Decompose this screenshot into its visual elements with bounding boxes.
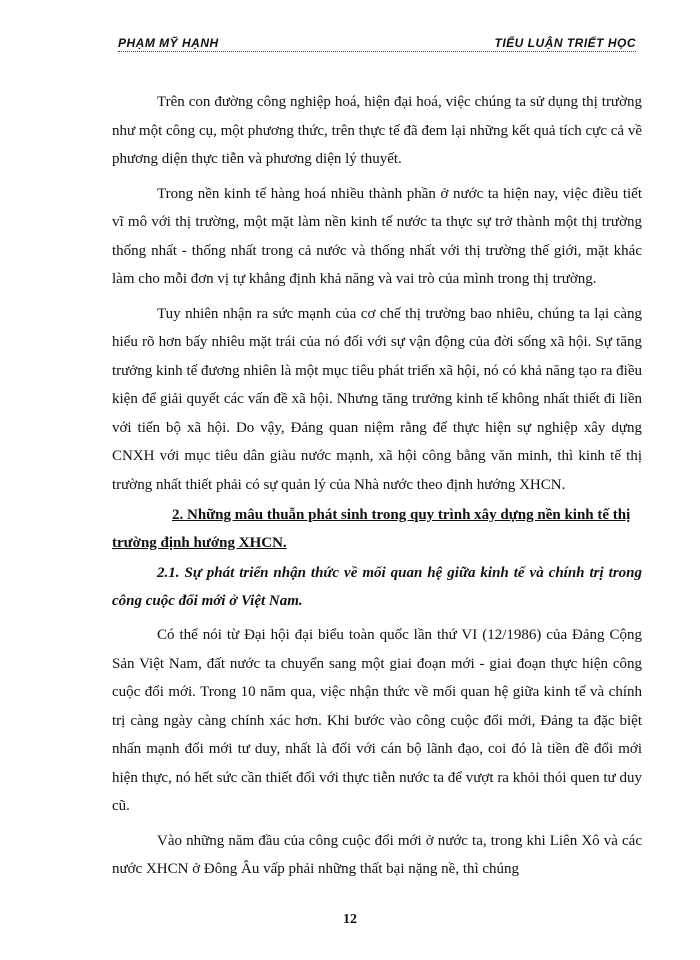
subsection-heading: 2.1. Sự phát triển nhận thức về mối quan hệ giữa kinh tế và chính trị trong công cuộc đổi mới ở Việt Nam.: [112, 565, 642, 609]
header-title: TIỂU LUẬN TRIẾT HỌC: [494, 36, 636, 50]
header-author: PHẠM MỸ HẠNH: [118, 36, 219, 50]
page-header: [118, 36, 636, 56]
paragraph-5: Vào những năm đầu của công cuộc đổi mới ở nước ta, trong khi Liên Xô và các nước XHCN ở Đông Âu vấp phải những thất bại nặng nề, thì chúng: [112, 832, 642, 877]
section-heading: 2. Những mâu thuẫn phát sinh trong quy trình xây dựng nền kinh tế thị trường định hướng XHCN.: [112, 507, 631, 551]
paragraph-3: Tuy nhiên nhận ra sức mạnh của cơ chế thị trường bao nhiêu, chúng ta lại càng hiểu rõ hơn bấy nhiêu mặt trái của nó đối với sự vận động của đời sống xã hội. Sự tăng trưởng kinh tế đương nhiên là một mục tiêu phát triển xã hội, nó có khả năng tạo ra điều kiện để giải quyết các vấn đề xã hội. Nhưng tăng trưởng kinh tế không nhất thiết đi liền với tiến bộ xã hội. Do vậy, Đảng quan niệm rằng để thực hiện sự nghiệp xây dựng CNXH với mục tiêu dân giàu nước mạnh, xã hội công bằng văn minh, thì kinh tế thị trường nhất thiết phải có sự quản lý của Nhà nước theo định hướng XHCN.: [112, 305, 642, 493]
paragraph-1: Trên con đường công nghiệp hoá, hiện đại hoá, việc chúng ta sử dụng thị trường như một công cụ, một phương thức, trên thực tế đã đem lại những kết quả tích cực cả về phương diện thực tiễn và phương diện lý thuyết.: [112, 94, 642, 167]
paragraph-4: Có thể nói từ Đại hội đại biểu toàn quốc lần thứ VI (12/1986) của Đảng Cộng Sản Việt Nam, đất nước ta chuyển sang một giai đoạn mới - giai đoạn thực hiện công cuộc đổi mới. Trong 10 năm qua, việc nhận thức về mối quan hệ giữa kinh tế và chính trị càng ngày càng chính xác hơn. Khi bước vào công cuộc đổi mới, Đảng ta đặc biệt nhấn mạnh đổi mới tư duy, nhất là đối với cán bộ lãnh đạo, coi đó là tiền đề đổi mới hiện thực, nó hết sức cần thiết đối với thực tiễn nước ta để vượt ra khỏi thói quen tư duy cũ.: [112, 627, 642, 814]
page-number: 12: [343, 912, 357, 927]
header-rule: [118, 51, 636, 52]
page-body: [112, 88, 642, 890]
paragraph-2: Trong nền kinh tế hàng hoá nhiều thành phần ở nước ta hiện nay, việc điều tiết vĩ mô với thị trường, một mặt làm nền kinh tế nước ta thực sự trở thành một thị trường thống nhất - thống nhất trong cả nước và thống nhất với thị trường thế giới, mặt khác làm cho mỗi đơn vị tự khẳng định khả năng và vai trò của mình trong thị trường.: [112, 185, 642, 287]
